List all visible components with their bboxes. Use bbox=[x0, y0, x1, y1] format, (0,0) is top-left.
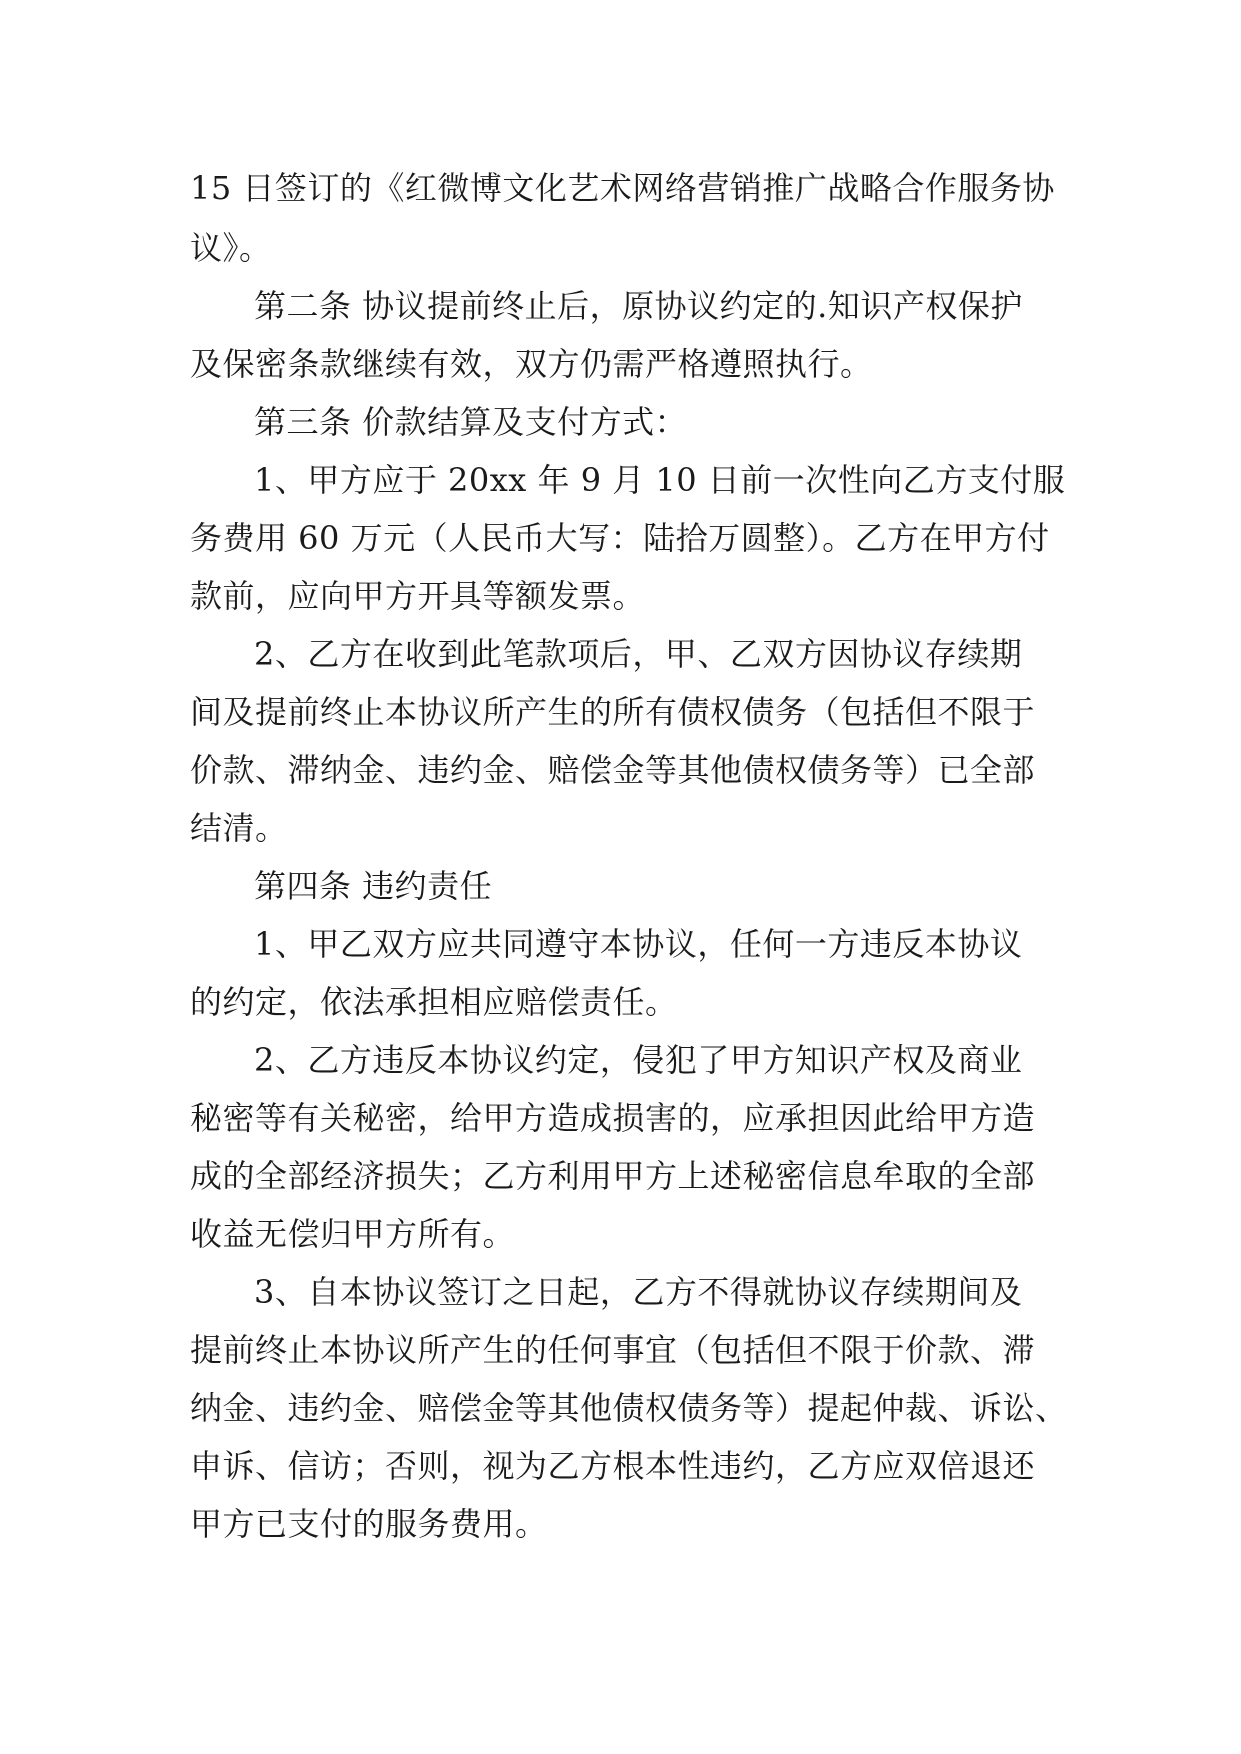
text-line: 1、甲乙双方应共同遵守本协议，任何一方违反本协议 bbox=[254, 925, 1023, 963]
text-line: 及保密条款继续有效，双方仍需严格遵照执行。 bbox=[190, 345, 873, 383]
clause-heading: 第二条 协议提前终止后，原协议约定的.知识产权保护 bbox=[254, 287, 1023, 325]
text-line: 收益无偿归甲方所有。 bbox=[190, 1215, 516, 1253]
text-line: 务费用 60 万元（人民币大写：陆拾万圆整）。乙方在甲方付 bbox=[190, 519, 1050, 557]
text-line: 的约定，依法承担相应赔偿责任。 bbox=[190, 983, 678, 1021]
clause-heading: 第三条 价款结算及支付方式： bbox=[254, 403, 688, 441]
text-line: 2、乙方违反本协议约定，侵犯了甲方知识产权及商业 bbox=[254, 1041, 1023, 1079]
text-line: 成的全部经济损失；乙方利用甲方上述秘密信息牟取的全部 bbox=[190, 1157, 1036, 1195]
text-line: 15 日签订的《红微博文化艺术网络营销推广战略合作服务协 bbox=[190, 169, 1055, 207]
text-line: 议》。 bbox=[190, 229, 272, 267]
text-line: 甲方已支付的服务费用。 bbox=[190, 1505, 548, 1543]
text-line: 提前终止本协议所产生的任何事宜（包括但不限于价款、滞 bbox=[190, 1331, 1036, 1369]
clause-heading: 第四条 违约责任 bbox=[254, 867, 493, 905]
text-line: 1、甲方应于 20xx 年 9 月 10 日前一次性向乙方支付服 bbox=[254, 461, 1066, 499]
text-line: 价款、滞纳金、违约金、赔偿金等其他债权债务等）已全部 bbox=[190, 751, 1036, 789]
text-line: 间及提前终止本协议所产生的所有债权债务（包括但不限于 bbox=[190, 693, 1036, 731]
text-line: 3、自本协议签订之日起，乙方不得就协议存续期间及 bbox=[254, 1273, 1023, 1311]
text-line: 2、乙方在收到此笔款项后，甲、乙双方因协议存续期 bbox=[254, 635, 1023, 673]
text-line: 申诉、信访；否则，视为乙方根本性违约，乙方应双倍退还 bbox=[190, 1447, 1036, 1485]
text-line: 秘密等有关秘密，给甲方造成损害的，应承担因此给甲方造 bbox=[190, 1099, 1036, 1137]
text-line: 纳金、违约金、赔偿金等其他债权债务等）提起仲裁、诉讼、 bbox=[190, 1389, 1068, 1427]
text-line: 结清。 bbox=[190, 809, 288, 847]
text-line: 款前，应向甲方开具等额发票。 bbox=[190, 577, 646, 615]
